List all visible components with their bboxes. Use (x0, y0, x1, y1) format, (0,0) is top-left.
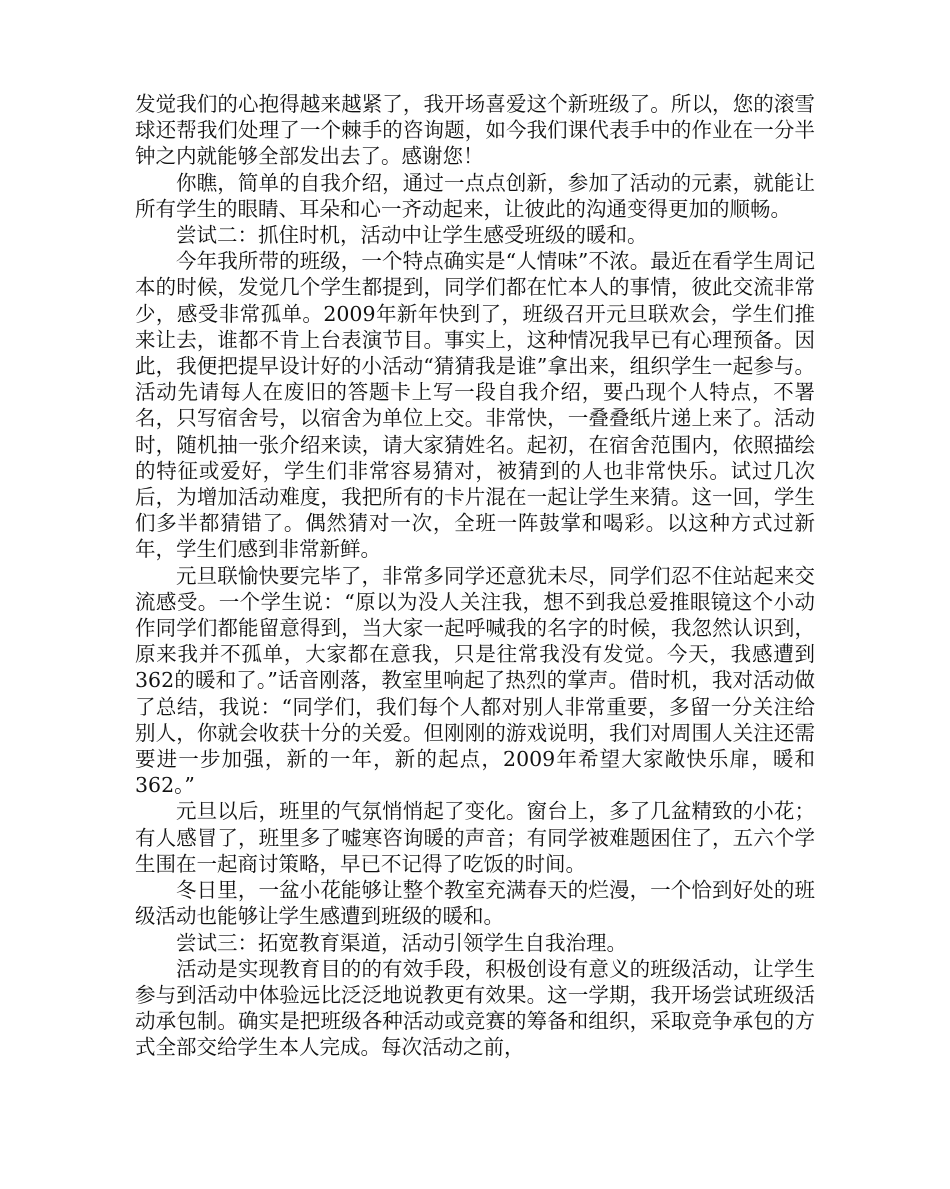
paragraph-continuation: 发觉我们的心抱得越来越紧了，我开场喜爱这个新班级了。所以，您的滚雪球还帮我们处理了一个棘手的咨询题，如今我们课代表手中的作业在一分半钟之内就能够全部发出去了。感谢您！ (135, 92, 815, 169)
paragraph-activity-contract: 活动是实现教育目的的有效手段，积极创设有意义的班级活动，让学生参与到活动中体验远比泛泛地说教更有效果。这一学期，我开场尝试班级活动承包制。确实是把班级各种活动或竞赛的筹备和组织，采取竞争承包的方式全部交给学生本人完成。每次活动之前， (135, 956, 815, 1060)
paragraph-new-year-activity: 今年我所带的班级，一个特点确实是“人情味”不浓。最近在看学生周记本的时候，发觉几个学生都提到，同学们都在忙本人的事情，彼此交流非常少，感受非常孤单。2009年新年快到了，班级召开元旦联欢会，学生们推来让去，谁都不肯上台表演节目。事实上，这种情况我早已有心理预备。因此，我便把提早设计好的小活动“猜猜我是谁”拿出来，组织学生一起参与。活动先请每人在废旧的答题卡上写一段自我介绍，要凸现个人特点，不署名，只写宿舍号，以宿舍为单位上交。非常快，一叠叠纸片递上来了。活动时，随机抽一张介绍来读，请大家猜姓名。起初，在宿舍范围内，依照描绘的特征或爱好，学生们非常容易猜对，被猜到的人也非常快乐。试过几次后，为增加活动难度，我把所有的卡片混在一起让学生来猜。这一回，学生们多半都猜错了。偶然猜对一次，全班一阵鼓掌和喝彩。以这种方式过新年，学生们感到非常新鲜。 (135, 249, 815, 562)
section-heading-attempt-2: 尝试二：抓住时机，活动中让学生感受班级的暖和。 (176, 223, 648, 248)
document-body (135, 91, 815, 1061)
section-heading-attempt-3: 尝试三：拓宽教育渠道，活动引领学生自我治理。 (176, 930, 627, 955)
paragraph-student-feedback: 元旦联愉快要完毕了，非常多同学还意犹未尽，同学们忍不住站起来交流感受。一个学生说：“原以为没人关注我，想不到我总爱推眼镜这个小动作同学们都能留意得到，当大家一起呼喊我的名字的时候，我忽然认识到，原来我并不孤单，大家都在意我，只是往常我没有发觉。今天，我感遭到362的暖和了。”话音刚落，教室里响起了热烈的掌声。借时机，我对活动做了总结，我说：“同学们，我们每个人都对别人非常重要，多留一分关注给别人，你就会收获十分的关爱。但刚刚的游戏说明，我们对周围人关注还需要进一步加强，新的一年，新的起点，2009年希望大家敞快乐扉，暖和362。” (135, 563, 815, 798)
paragraph-class-change: 元旦以后，班里的气氛悄悄起了变化。窗台上，多了几盆精致的小花；有人感冒了，班里多了嘘寒咨询暖的声音；有同学被难题困住了，五六个学生围在一起商讨策略，早已不记得了吃饭的时间。 (135, 799, 815, 876)
paragraph-summary-2: 冬日里，一盆小花能够让整个教室充满春天的烂漫，一个恰到好处的班级活动也能够让学生感遭到班级的暖和。 (135, 878, 815, 929)
paragraph-summary-1: 你瞧，简单的自我介绍，通过一点点创新，参加了活动的元素，就能让所有学生的眼睛、耳朵和心一齐动起来，让彼此的沟通变得更加的顺畅。 (135, 170, 815, 221)
